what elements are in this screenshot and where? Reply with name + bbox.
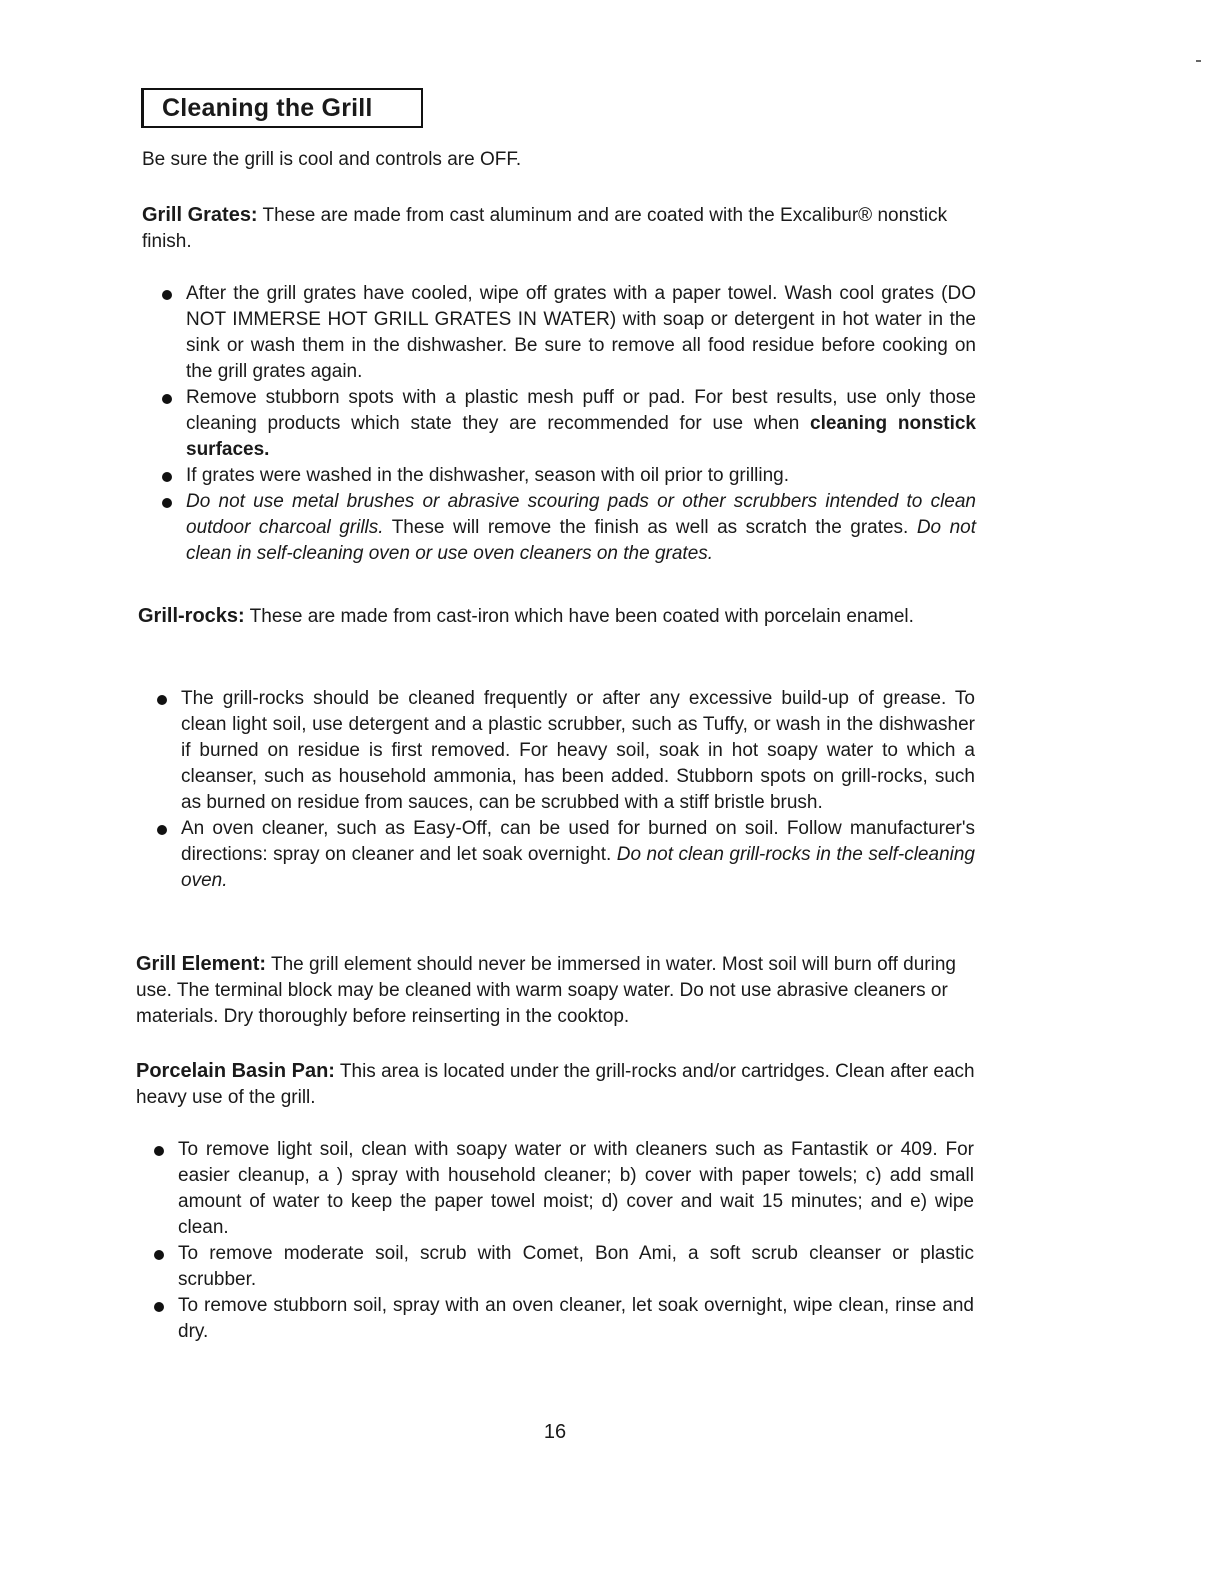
basin-pan-paragraph bbox=[136, 1058, 978, 1111]
intro-text: Be sure the grill is cool and controls are OFF. bbox=[142, 149, 522, 170]
grill-grates-heading: Grill Grates: bbox=[142, 204, 258, 226]
list-item bbox=[157, 686, 975, 816]
list-item bbox=[154, 1137, 974, 1241]
list-item-text: These will remove the finish as well as scratch the grates. bbox=[391, 517, 909, 538]
list-item-text: Remove stubborn spots with a plastic mesh puff or pad. For best results, use only those cleaning products which state they are recommended for use when bbox=[186, 387, 976, 434]
scan-speck bbox=[1196, 60, 1201, 62]
grill-grates-paragraph bbox=[142, 202, 980, 255]
grill-rocks-list bbox=[157, 686, 975, 894]
list-item bbox=[154, 1241, 974, 1293]
list-item bbox=[162, 463, 976, 489]
basin-pan-list bbox=[154, 1137, 974, 1345]
list-item-emphasis: cleaning nonstick surfaces. bbox=[186, 413, 977, 460]
grill-rocks-text: These are made from cast-iron which have been coated with porcelain enamel. bbox=[249, 606, 914, 627]
list-item-warning: Do not clean grill-rocks in the self-cleaning oven. bbox=[181, 844, 975, 891]
list-item-text: An oven cleaner, such as Easy-Off, can be used for burned on soil. Follow manufacturer's directions: spray on cleaner and let soak overnight. bbox=[181, 818, 975, 865]
list-item bbox=[157, 816, 975, 894]
list-item-text: After the grill grates have cooled, wipe off grates with a paper towel. Wash cool grates (DO NOT IMMERSE HOT GRILL GRATES IN WATER) with soap or detergent in hot water in the sink or wash them in the dishwasher. Be sure to remove all food residue before cooking on the grill grates again. bbox=[186, 283, 976, 382]
page-number: 16 bbox=[543, 1421, 567, 1443]
list-item bbox=[162, 281, 976, 385]
basin-pan-text: This area is located under the grill-rocks and/or cartridges. Clean after each heavy use of the grill. bbox=[136, 1061, 975, 1108]
grill-grates-list bbox=[162, 281, 976, 567]
grill-element-paragraph bbox=[136, 951, 978, 1030]
grill-rocks-heading: Grill-rocks: bbox=[138, 605, 245, 627]
list-item bbox=[162, 385, 976, 463]
grill-grates-text: These are made from cast aluminum and are coated with the Excalibur® nonstick finish. bbox=[142, 205, 948, 252]
list-item-text: To remove moderate soil, scrub with Comet, Bon Ami, a soft scrub cleanser or plastic scrubber. bbox=[178, 1243, 974, 1290]
list-item-warning: Do not use metal brushes or abrasive scouring pads or other scrubbers intended to clean outdoor charcoal grills. bbox=[186, 491, 976, 538]
list-item-text: To remove light soil, clean with soapy water or with cleaners such as Fantastik or 409. For easier cleanup, a ) spray with household cleaner; b) cover with paper towels; c) add small amount of water to keep the paper towel moist; d) cover and wait 15 minutes; and e) wipe clean. bbox=[178, 1139, 974, 1238]
grill-rocks-paragraph bbox=[138, 603, 980, 630]
list-item-text: The grill-rocks should be cleaned frequently or after any excessive build-up of grease. To clean light soil, use detergent and a plastic scrubber, such as Tuffy, or wash in the dishwasher if burned on residue is first removed. For heavy soil, soak in hot soapy water to which a cleanser, such as household ammonia, has been added. Stubborn spots on grill-rocks, such as burned on residue from sauces, can be scrubbed with a stiff bristle brush. bbox=[181, 688, 975, 813]
grill-element-heading: Grill Element: bbox=[136, 953, 267, 975]
list-item bbox=[154, 1293, 974, 1345]
list-item-warning: Do not clean in self-cleaning oven or use oven cleaners on the grates. bbox=[186, 517, 977, 564]
section-title: Cleaning the Grill bbox=[162, 93, 373, 122]
list-item-text: If grates were washed in the dishwasher, season with oil prior to grilling. bbox=[186, 465, 790, 486]
grill-element-text: The grill element should never be immersed in water. Most soil will burn off during use. The terminal block may be cleaned with warm soapy water. Do not use abrasive cleaners or materials. Dry thoroughly before reinserting in the cooktop. bbox=[136, 954, 956, 1027]
list-item bbox=[162, 489, 976, 567]
list-item-text: To remove stubborn soil, spray with an oven cleaner, let soak overnight, wipe clean, rinse and dry. bbox=[178, 1295, 974, 1342]
section-title-box bbox=[141, 88, 423, 128]
basin-pan-heading: Porcelain Basin Pan: bbox=[136, 1060, 335, 1082]
